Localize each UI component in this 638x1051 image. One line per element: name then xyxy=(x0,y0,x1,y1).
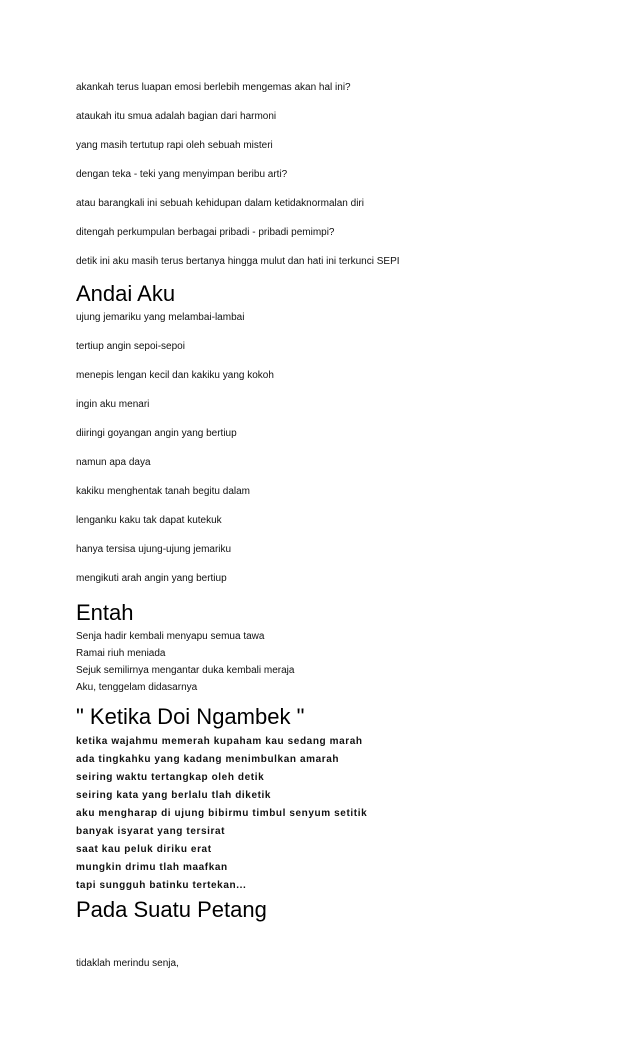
poem-line: kakiku menghentak tanah begitu dalam xyxy=(76,486,251,497)
poem-ketika-doi-ngambek xyxy=(76,736,367,898)
poem-line: ingin aku menari xyxy=(76,399,150,410)
poem-line: mengikuti arah angin yang bertiup xyxy=(76,573,227,584)
poem-line: Aku, tenggelam didasarnya xyxy=(76,682,198,693)
poem-title-entah: Entah xyxy=(76,600,134,625)
poem-line: lenganku kaku tak dapat kutekuk xyxy=(76,515,222,526)
poem-pada-suatu-petang xyxy=(76,958,179,970)
intro-line: ditengah perkumpulan berbagai pribadi - pribadi pemimpi? xyxy=(76,227,335,238)
intro-line: akankah terus luapan emosi berlebih mengemas akan hal ini? xyxy=(76,82,351,93)
poem-line: banyak isyarat yang tersirat xyxy=(76,826,226,837)
poem-line: ada tingkahku yang kadang menimbulkan amarah xyxy=(76,754,340,765)
poem-line: tapi sungguh batinku tertekan... xyxy=(76,880,247,891)
poem-line: namun apa daya xyxy=(76,457,151,468)
poem-line: Ramai riuh meniada xyxy=(76,648,166,659)
intro-line: dengan teka - teki yang menyimpan beribu arti? xyxy=(76,169,288,180)
poem-title-ketika-doi-ngambek: " Ketika Doi Ngambek " xyxy=(76,704,305,729)
intro-line: ataukah itu smua adalah bagian dari harmoni xyxy=(76,111,277,122)
poem-line: Sejuk semilirnya mengantar duka kembali meraja xyxy=(76,665,295,676)
poem-title-andai-aku: Andai Aku xyxy=(76,281,176,306)
poem-line: hanya tersisa ujung-ujung jemariku xyxy=(76,544,232,555)
intro-line: detik ini aku masih terus bertanya hingga mulut dan hati ini terkunci SEPI xyxy=(76,256,400,267)
poem-line: menepis lengan kecil dan kakiku yang kokoh xyxy=(76,370,274,381)
poem-entah xyxy=(76,631,294,699)
poem-line: aku mengharap di ujung bibirmu timbul senyum setitik xyxy=(76,808,368,819)
intro-line: yang masih tertutup rapi oleh sebuah misteri xyxy=(76,140,273,151)
poem-line: tertiup angin sepoi-sepoi xyxy=(76,341,185,352)
poem-line: diiringi goyangan angin yang bertiup xyxy=(76,428,237,439)
intro-line: atau barangkali ini sebuah kehidupan dalam ketidaknormalan diri xyxy=(76,198,364,209)
poem-line: tidaklah merindu senja, xyxy=(76,958,179,969)
poem-line: ujung jemariku yang melambai-lambai xyxy=(76,312,245,323)
poem-line: mungkin drimu tlah maafkan xyxy=(76,862,228,873)
poem-andai-aku xyxy=(76,312,274,602)
intro-stanza xyxy=(76,82,400,285)
poem-title-pada-suatu-petang: Pada Suatu Petang xyxy=(76,897,267,922)
poem-line: seiring kata yang berlalu tlah diketik xyxy=(76,790,272,801)
poem-line: Senja hadir kembali menyapu semua tawa xyxy=(76,631,265,642)
poem-line: saat kau peluk diriku erat xyxy=(76,844,212,855)
poem-line: seiring waktu tertangkap oleh detik xyxy=(76,772,265,783)
poem-line: ketika wajahmu memerah kupaham kau sedang marah xyxy=(76,736,363,747)
